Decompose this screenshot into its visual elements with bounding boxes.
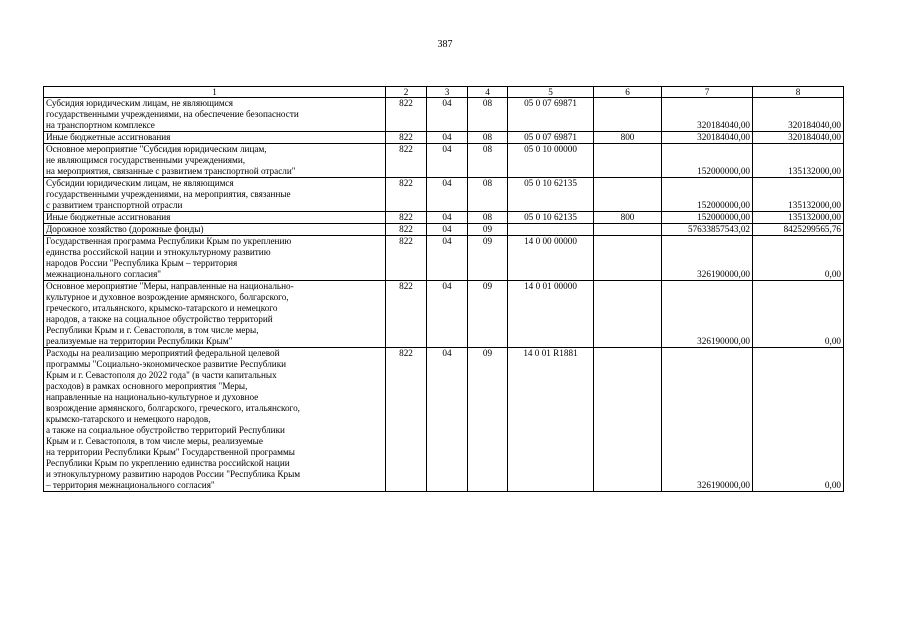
amount-year2-cell: 135132000,00: [753, 178, 844, 212]
subsection-code-cell: 08: [468, 98, 508, 132]
item-name-line: Крым и г. Севастополя до 2022 года" (в части капитальных: [46, 370, 277, 380]
page-number: 387: [437, 39, 453, 50]
item-name-line: не являющимся государственными учреждениями,: [46, 155, 246, 165]
section-code-cell: 04: [427, 132, 468, 144]
amount-year2-cell: 0,00: [753, 281, 844, 348]
item-name-cell: [44, 348, 386, 492]
column-header: 8: [753, 87, 844, 98]
ministry-code-cell: 822: [386, 98, 427, 132]
column-header: 6: [594, 87, 662, 98]
subsection-code-cell: 09: [468, 348, 508, 492]
target-code-cell: 05 0 07 69871: [508, 98, 594, 132]
subsection-code-cell: 08: [468, 178, 508, 212]
amount-year2-cell: 135132000,00: [753, 212, 844, 224]
item-name-cell: [44, 132, 386, 144]
item-name-cell: [44, 281, 386, 348]
target-code-cell: 05 0 07 69871: [508, 132, 594, 144]
ministry-code-cell: 822: [386, 132, 427, 144]
item-name-line: расходов) в рамках основного мероприятия "Меры,: [46, 381, 248, 391]
subsection-code-cell: 08: [468, 212, 508, 224]
expense-type-cell: [594, 98, 662, 132]
item-name-line: крымско-татарского и немецкого народов,: [46, 414, 211, 424]
section-code-cell: 04: [427, 224, 468, 236]
expense-type-cell: [594, 224, 662, 236]
expense-type-cell: [594, 144, 662, 178]
ministry-code-cell: 822: [386, 236, 427, 281]
item-name-cell: [44, 236, 386, 281]
item-name-cell: [44, 144, 386, 178]
item-name-line: межнационального согласия": [46, 269, 162, 279]
item-name-line: направленные на национально-культурное и духовное: [46, 392, 259, 402]
item-name-line: – территория межнационального согласия": [46, 480, 215, 490]
item-name-line: Основное мероприятие "Меры, направленные на национально-: [46, 281, 294, 291]
table-row: [44, 236, 844, 281]
table-row: [44, 144, 844, 178]
header-row: [44, 87, 844, 98]
section-code-cell: 04: [427, 348, 468, 492]
expense-type-cell: [594, 236, 662, 281]
column-header: 2: [386, 87, 427, 98]
item-name-line: на транспортном комплексе: [46, 120, 155, 130]
table-row: [44, 348, 844, 492]
item-name-cell: [44, 212, 386, 224]
ministry-code-cell: 822: [386, 281, 427, 348]
column-header: 4: [468, 87, 508, 98]
item-name-cell: [44, 98, 386, 132]
target-code-cell: [508, 224, 594, 236]
target-code-cell: 05 0 10 62135: [508, 212, 594, 224]
item-name-line: Иные бюджетные ассигнования: [46, 132, 171, 142]
amount-year1-cell: 326190000,00: [662, 281, 753, 348]
subsection-code-cell: 08: [468, 144, 508, 178]
amount-year2-cell: 0,00: [753, 348, 844, 492]
amount-year2-cell: 320184040,00: [753, 132, 844, 144]
expense-type-cell: [594, 348, 662, 492]
item-name-line: на территории Республики Крым" Государственной программы: [46, 447, 295, 457]
item-name-line: с развитием транспортной отрасли: [46, 200, 183, 210]
column-header: 7: [662, 87, 753, 98]
amount-year2-cell: 0,00: [753, 236, 844, 281]
item-name-cell: [44, 178, 386, 212]
amount-year1-cell: 152000000,00: [662, 212, 753, 224]
column-header: 3: [427, 87, 468, 98]
section-code-cell: 04: [427, 98, 468, 132]
item-name-line: народов, а также на социальное обустройство территорий: [46, 314, 273, 324]
subsection-code-cell: 09: [468, 236, 508, 281]
item-name-line: Государственная программа Республики Крым по укреплению: [46, 236, 292, 246]
item-name-line: государственными учреждениями, на мероприятия, связанные: [46, 189, 291, 199]
section-code-cell: 04: [427, 212, 468, 224]
table-row: [44, 224, 844, 236]
expense-type-cell: 800: [594, 212, 662, 224]
item-name-line: Республики Крым и г. Севастополя, в том числе меры,: [46, 325, 259, 335]
item-name-line: Субсидии юридическим лицам, не являющимся: [46, 178, 234, 188]
ministry-code-cell: 822: [386, 212, 427, 224]
subsection-code-cell: 08: [468, 132, 508, 144]
item-name-line: Крым и г. Севастополя, в том числе меры, реализуемые: [46, 436, 263, 446]
target-code-cell: 05 0 10 00000: [508, 144, 594, 178]
item-name-line: Республики Крым по укреплению единства российской нации: [46, 458, 290, 468]
expense-type-cell: [594, 178, 662, 212]
table-row: [44, 212, 844, 224]
item-name-line: Расходы на реализацию мероприятий федеральной целевой: [46, 348, 280, 358]
ministry-code-cell: 822: [386, 178, 427, 212]
target-code-cell: 14 0 01 00000: [508, 281, 594, 348]
item-name-line: возрождение армянского, болгарского, греческого, итальянского,: [46, 403, 300, 413]
item-name-line: на мероприятия, связанные с развитием транспортной отрасли": [46, 166, 296, 176]
ministry-code-cell: 822: [386, 348, 427, 492]
expense-type-cell: [594, 281, 662, 348]
item-name-line: государственными учреждениями, на обеспечение безопасности: [46, 109, 299, 119]
item-name-line: реализуемые на территории Республики Крым": [46, 336, 233, 346]
item-name-line: и этнокультурному развитию народов России "Республика Крым: [46, 469, 301, 479]
amount-year2-cell: 135132000,00: [753, 144, 844, 178]
amount-year2-cell: 320184040,00: [753, 98, 844, 132]
item-name-line: а также на социальное обустройство территорий Республики: [46, 425, 285, 435]
item-name-cell: [44, 224, 386, 236]
subsection-code-cell: 09: [468, 281, 508, 348]
section-code-cell: 04: [427, 178, 468, 212]
target-code-cell: 14 0 00 00000: [508, 236, 594, 281]
item-name-line: программы "Социально-экономическое развитие Республики: [46, 359, 287, 369]
section-code-cell: 04: [427, 144, 468, 178]
section-code-cell: 04: [427, 281, 468, 348]
table-row: [44, 98, 844, 132]
amount-year2-cell: 8425299565,76: [753, 224, 844, 236]
item-name-line: единства российской нации и этнокультурному развитию: [46, 247, 271, 257]
table-row: [44, 281, 844, 348]
budget-table: [43, 86, 844, 492]
amount-year1-cell: 57633857543,02: [662, 224, 753, 236]
item-name-line: греческого, итальянского, крымско-татарского и немецкого: [46, 303, 278, 313]
item-name-line: Иные бюджетные ассигнования: [46, 212, 171, 222]
item-name-line: Дорожное хозяйство (дорожные фонды): [46, 224, 204, 234]
amount-year1-cell: 320184040,00: [662, 132, 753, 144]
target-code-cell: 14 0 01 R1881: [508, 348, 594, 492]
item-name-line: народов России "Республика Крым – территория: [46, 258, 238, 268]
section-code-cell: 04: [427, 236, 468, 281]
ministry-code-cell: 822: [386, 144, 427, 178]
amount-year1-cell: 152000000,00: [662, 144, 753, 178]
expense-type-cell: 800: [594, 132, 662, 144]
table-row: [44, 178, 844, 212]
table-row: [44, 132, 844, 144]
amount-year1-cell: 326190000,00: [662, 236, 753, 281]
target-code-cell: 05 0 10 62135: [508, 178, 594, 212]
amount-year1-cell: 326190000,00: [662, 348, 753, 492]
amount-year1-cell: 320184040,00: [662, 98, 753, 132]
item-name-line: Субсидия юридическим лицам, не являющимся: [46, 98, 234, 108]
column-header: 5: [508, 87, 594, 98]
ministry-code-cell: 822: [386, 224, 427, 236]
column-header: 1: [44, 87, 386, 98]
amount-year1-cell: 152000000,00: [662, 178, 753, 212]
item-name-line: Основное мероприятие "Субсидия юридическим лицам,: [46, 144, 267, 154]
item-name-line: культурное и духовное возрождение армянского, болгарского,: [46, 292, 289, 302]
subsection-code-cell: 09: [468, 224, 508, 236]
